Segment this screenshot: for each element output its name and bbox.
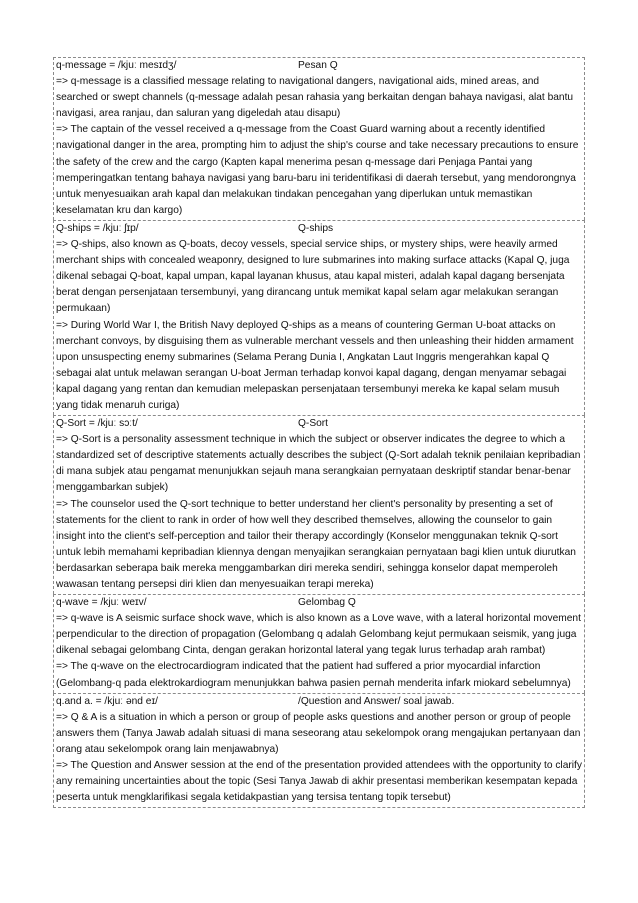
entry-example: => The Question and Answer session at the end of the presentation provided attendees with the opportunity to clarify any remaining uncertainties about the topic (Sesi Tanya Jawab di akhir presentasi memberikan kesempatan kepada peserta untuk mengklarifikasi segala ketidakpastian yang tersisa tentang topik tersebut) <box>56 760 582 804</box>
entry-q-ships <box>53 220 585 415</box>
entry-translation: /Question and Answer/ soal jawab. <box>298 695 455 707</box>
entry-definition: => Q-ships, also known as Q-boats, decoy vessels, special service ships, or mystery ships, were heavily armed merchant ships with concealed weaponry, designed to lure submarines into making surface attacks (Kapal Q, juga dikenal sebagai Q-boat, kapal umpan, kapal layanan khusus, atau kapal misteri, adalah kapal dagang bersenjata berat dengan persenjataan tersembunyi, yang dirancang untuk memikat kapal selam agar melakukan serangan permukaan) <box>56 239 570 315</box>
entry-header <box>56 416 582 432</box>
vocabulary-table <box>53 57 585 808</box>
entry-translation: Pesan Q <box>298 60 338 71</box>
entry-header <box>56 595 582 611</box>
entry-example: => The counselor used the Q-sort technique to better understand her client's personality by presenting a set of statements for the client to rank in order of how well they described themselves, allowing the counselor to gain insight into the client's self-perception and tailor their therapy accordingly (Konselor menggunakan teknik Q-sort untuk lebih memahami kepribadian kliennya dengan menyajikan serangkaian pernyataan bagi klien untuk diurutkan berdasarkan seberapa baik mereka menggambarkan diri mereka sendiri, sehingga konselor dapat memperoleh wawasan tentang persepsi diri klien dan menyesuaikan terapi mereka) <box>56 498 576 590</box>
entry-term: Q-Sort = /kjuː sɔːt/ <box>56 418 138 430</box>
entry-example: => The q-wave on the electrocardiogram indicated that the patient had suffered a prior myocardial infarction (Gelombang-q pada elektrokardiogram menunjukkan bahwa pasien pernah menderita infark miokard sebelumnya) <box>56 661 571 689</box>
entry-term: q-wave = /kjuː weɪv/ <box>56 597 147 609</box>
entry-term: Q-ships = /kjuː ʃɪp/ <box>56 222 139 234</box>
entry-header <box>56 221 582 237</box>
entry-example: => The captain of the vessel received a q-message from the Coast Guard warning about a recently identified navigational danger in the area, prompting him to adjust the ship's course and take necessary precautions to ensure the safety of the crew and the cargo (Kapten kapal menerima pesan q-message dari Penjaga Pantai yang memperingatkan tentang bahaya navigasi yang baru-baru ini teridentifikasi di daerah tersebut, yang mendorongnya untuk menyesuaikan arah kapal dan melakukan tindakan pencegahan yang diperlukan untuk memastikan keselamatan kru dan kargo) <box>56 124 579 216</box>
entry-header <box>56 58 582 74</box>
entry-definition: => Q & A is a situation in which a person or group of people asks questions and another person or group of people answers them (Tanya Jawab adalah situasi di mana seseorang atau sekelompok orang mengajukan pertanyaan dan orang atau sekelompok orang lain menjawabnya) <box>56 711 581 755</box>
entry-definition: => q-message is a classified message relating to navigational dangers, navigational aids, mined areas, and searched or swept channels (q-message adalah pesan rahasia yang berkaitan dengan bahaya navigasi, alat bantu navigasi, area ranjau, dan saluran yang digeledah atau disapu) <box>56 76 574 120</box>
entry-header <box>56 694 582 710</box>
entry-translation: Gelombag Q <box>298 597 356 609</box>
entry-translation: Q-Sort <box>298 418 329 430</box>
entry-q-and-a <box>53 693 585 809</box>
entry-q-sort <box>53 415 585 594</box>
entry-q-message <box>53 57 585 220</box>
entry-example: => During World War I, the British Navy deployed Q-ships as a means of countering German U-boat attacks on merchant convoys, by disguising them as vulnerable merchant vessels and then unleashing their hidden armament upon unsuspecting enemy submarines (Selama Perang Dunia I, Angkatan Laut Inggris mengerahkan kapal Q sebagai alat untuk melawan serangan U-boat Jerman terhadap konvoi kapal dagang, dengan menyamar sebagai kapal dagang yang rentan dan kemudian melepaskan persenjataan tersembunyi mereka ke kapal selam musuh yang tidak menaruh curiga) <box>56 319 574 411</box>
entry-term: q-message = /kjuː mesɪdʒ/ <box>56 60 177 71</box>
entry-definition: => q-wave is A seismic surface shock wave, which is also known as a Love wave, with a lateral horizontal movement perpendicular to the direction of propagation (Gelombang q adalah Gelombang kejut permukaan seismik, yang juga dikenal sebagai gelombang Cinta, dengan gerakan horizontal lateral yang tegak lurus terhadap arah rambat) <box>56 613 581 657</box>
entry-q-wave <box>53 594 585 693</box>
entry-definition: => Q-Sort is a personality assessment technique in which the subject or observer indicates the degree to which a standardized set of descriptive statements actually describes the subject (Q-Sort adalah teknik penilaian kepribadian di mana subjek atau pengamat menunjukkan sejauh mana serangkaian pernyataan deskriptif standar benar-benar menggambarkan subjek) <box>56 434 581 494</box>
entry-term: q.and a. = /kjuː ənd eɪ/ <box>56 695 158 707</box>
entry-translation: Q-ships <box>298 222 334 234</box>
